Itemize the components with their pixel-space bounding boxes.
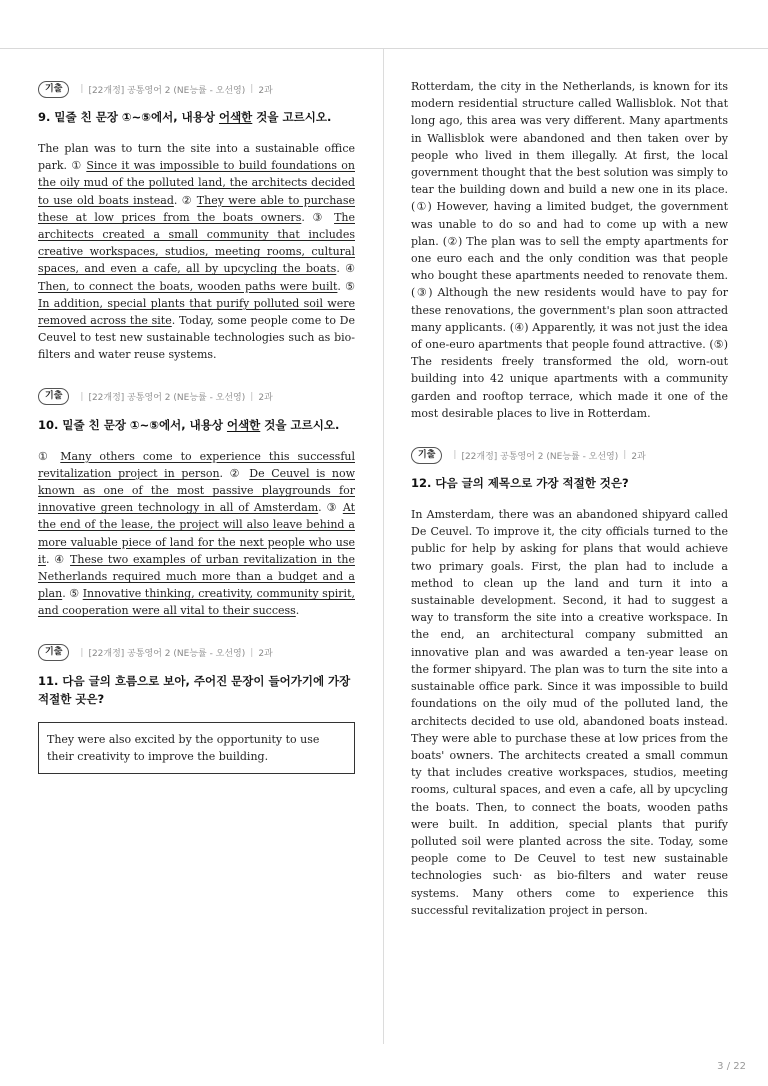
q11-given-sentence-box: They were also excited by the opportunity to use their creativity to improve the building.: [38, 722, 355, 774]
q9-meta: 기출 | [22개정] 공통영어 2 (NE능률 - 오선영) | 2과: [38, 78, 355, 100]
q9-passage: The plan was to turn the site into a sustainable office park. ① Since it was impossible to build foundations on the oily mud of the polluted land, the architects decided to use old boats instead. ② They were able to purchase these at low prices from the boats owners. ③ The architects created a small community that includes creative workspaces, studios, meeting rooms, cultural spaces, and even a cafe, all by upcycling the boats. ④ Then, to connect the boats, wooden paths were built. ⑤ In addition, special plants that purify polluted soil were removed across the site. Today, some people come to De Ceuvel to test new sustainable technologies such as bio-filters and water reuse systems.: [38, 142, 356, 362]
q10-passage: ① Many others come to experience this successful revitalization project in person. ② De Ceuvel is now known as one of the most passive playgrounds for innovative green technology in all of Amsterdam. ③ At the end of the lease, the project will also leave behind a more valuable piece of land for the next people who use it. ④ These two examples of urban revitalization in the Netherlands required much more than a budget and a plan. ⑤ Innovative thinking, creativity, community spirit, and cooperation were all vital to their success.: [38, 449, 355, 618]
q9-sentence-3: The architects created a small community that includes creative workspaces, studios, meeting rooms, cultural spaces, and even a cafe, all by upcycling the boats: [38, 210, 355, 276]
page-number: 3 / 22: [717, 1061, 746, 1072]
left-column: [38, 78, 355, 774]
q11-title: 11. 다음 글의 흐름으로 보아, 주어진 문장이 들어가기에 가장 적절한 곳은?: [38, 673, 351, 706]
q10-title: 10. 밑줄 친 문장 ①~⑤에서, 내용상 어색한 것을 고르시오.: [38, 417, 340, 432]
source-label: [22개정] 공통영어 2 (NE능률 - 오선영): [88, 649, 246, 660]
q9-sentence-2: They were able to purchase these at low prices from the boats owners: [38, 193, 356, 224]
q10-meta: 기출 | [22개정] 공통영어 2 (NE능률 - 오선영) | 2과: [38, 386, 355, 408]
exam-badge: 기출: [411, 447, 442, 464]
q9-title: 9. 밑줄 친 문장 ①~⑤에서, 내용상 어색한 것을 고르시오.: [38, 110, 332, 124]
source-label: [22개정] 공통영어 2 (NE능률 - 오선영): [88, 85, 246, 96]
q11-passage: Rotterdam, the city in the Netherlands, is known for its modern residential structure called Wallisblok. Not that long ago, this area was very different. Many apartments in Wallisblok were abandoned and then taken over by people who lived in them illegally. At first, the local government thought that the best solution was simply to tear the building down and build a new one in its place. (①) However, having a limited budget, the government was unable to do so and had to come up with a new plan. (②) The plan was to sell the empty apartments for one euro each and the only condition was that people who bought these apartments needed to renovate them. (③) Although the new residents would have to pay for these renovations, the government's plan soon attracted many applicants. (④) Apparently, it was not just the idea of one-euro apartments that people found attractive. (⑤) The residents freely transformed the old, worn-out building into 42 unique apartments with a community garden and rooftop terrace, which made it one of the most desirable places to live in Rotterdam.: [411, 80, 728, 420]
q11-meta: 기출 | [22개정] 공통영어 2 (NE능률 - 오선영) | 2과: [38, 642, 355, 664]
exam-badge: 기출: [38, 81, 69, 98]
column-divider: [383, 49, 384, 1044]
q9-sentence-1: Since it was impossible to build foundations on the oily mud of the polluted land, the architects decided to use old boats instead: [38, 159, 355, 207]
q10-sentence-1: Many others come to experience this successful revitalization project in person: [38, 449, 355, 480]
right-column: [411, 78, 728, 919]
q10-sentence-5: Innovative thinking, creativity, community spirit, and cooperation were all vital to their success: [38, 587, 355, 618]
q9-sentence-5: In addition, special plants that purify polluted soil were removed across the site: [38, 296, 355, 328]
exam-badge: 기출: [38, 388, 69, 405]
source-label: [22개정] 공통영어 2 (NE능률 - 오선영): [88, 393, 246, 404]
lesson-label: 2과: [258, 85, 273, 96]
q10-sentence-4: These two examples of urban revitalization in the Netherlands required much more than a budget and a plan: [38, 552, 355, 601]
q12-passage: In Amsterdam, there was an abandoned shipyard called De Ceuvel. To improve it, the city officials turned to the public for help by asking for plans that would achieve two primary goals. First, the plan had to include a method to clean up the land and turn it into a sustainable development. Second, it had to suggest a way to transform the site into a creative workspace. In the end, an architectural company submitted an innovative plan and was awarded a ten-year lease on the former shipyard. The plan was to turn the site into a sustainable office park. Since it was impossible to build foundations on the oily mud of the polluted land, the architects decided to use old, abandoned boats instead. They were able to purchase these at low prices from the boats' owners. The architects created a small commun ty that includes creative workspaces, studios, meeting rooms, cultural spaces, and even a cafe, all by upcycling the boats. Then, to connect the boats, wooden paths were built. In addition, special plants that purify polluted soil were planted across the site. Today, some people come to De Ceuvel to test new sustainable technologies such· as bio-filters and water reuse systems. Many others come to experience this successful revitalization project in person.: [411, 508, 728, 917]
lesson-label: 2과: [258, 649, 273, 660]
exam-badge: 기출: [38, 644, 69, 661]
q10-sentence-2: De Ceuvel is now known as one of the most passive playgrounds for innovative green technology in all of Amsterdam: [38, 466, 355, 515]
lesson-label: 2과: [631, 451, 646, 462]
lesson-label: 2과: [258, 393, 273, 404]
q10-sentence-3: At the end of the lease, the project will also leave behind a more valuable piece of land for the next people who use it: [38, 501, 355, 566]
source-label: [22개정] 공통영어 2 (NE능률 - 오선영): [461, 451, 619, 462]
q9-sentence-4: Then, to connect the boats, wooden paths were built: [38, 279, 338, 293]
q12-meta: 기출 | [22개정] 공통영어 2 (NE능률 - 오선영) | 2과: [411, 444, 728, 466]
q12-title: 12. 다음 글의 제목으로 가장 적절한 것은?: [411, 476, 629, 491]
header-rule: [0, 48, 768, 49]
